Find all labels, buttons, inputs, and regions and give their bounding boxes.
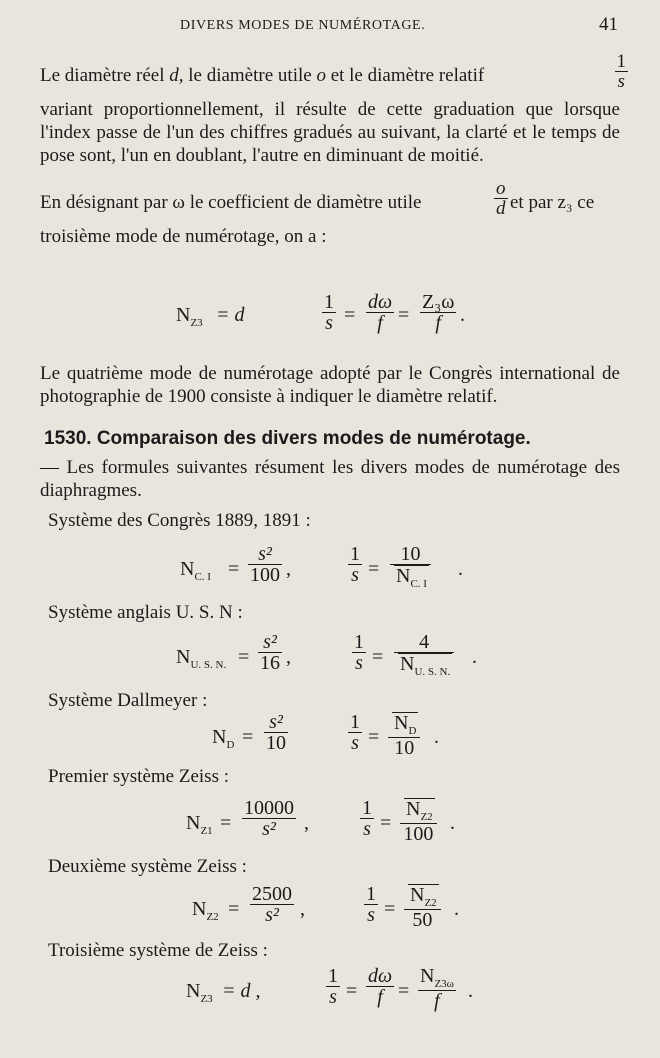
fraction-1-over-s: $\frac{1}{s}$ xyxy=(616,51,626,92)
system-formula: $N_{Z2}$ = $\frac{2500}{\text{s²}}$ , $\frac{1}{s}$ = $\frac{N_{Z2}}{50}$ . xyxy=(192,883,459,931)
system-label: Système anglais U. S. N : xyxy=(48,602,243,623)
system-label: Troisième système de Zeiss : xyxy=(48,940,268,961)
paragraph-3: Le quatrième mode de numérotage adopté par le Congrès international de photographie de 1900 consiste à indiquer le diamètre relatif. xyxy=(40,363,620,407)
system-label: Système des Congrès 1889, 1891 : xyxy=(48,510,311,531)
paragraph-1-rest: variant proportionnellement, il résulte de cette graduation que lorsque l'index passe de l'un des chiffres gradués au suivant, la clarté et le temps de pose sont, l'un en doublant, l'autre en diminuant de moitié. xyxy=(40,99,620,166)
fraction-o-over-d: $\frac{o}{d}$ xyxy=(496,178,506,219)
section-intro: — Les formules suivantes résument les divers modes de numérotage des diaphragmes. xyxy=(40,457,620,501)
intro-text xyxy=(40,50,626,248)
system-formula: $N_{C. I}$ = $\frac{\text{s²}}{100}$ , $\frac{1}{s}$ = $\frac{10}{N_{C. I}}$ . xyxy=(180,543,463,590)
system-label: Deuxième système Zeiss : xyxy=(48,856,247,877)
system-formula: $N_{Z3}$ = d , $\frac{1}{s}$ = $\frac{d\omega}{f}$ = $\frac{N_{Z3\omega}}{f}$ . xyxy=(186,965,473,1012)
page-header xyxy=(0,14,660,40)
system-label: Système Dallmeyer : xyxy=(48,690,208,711)
paragraph-2: En désignant par ω le coefficient de diamètre utile $\frac{o}{d}$ et par z₃ ce xyxy=(40,178,595,219)
section-heading: 1530. Comparaison des divers modes de numérotage. xyxy=(44,428,531,449)
main-formula: $N_{Z3}$ = d $\frac{1}{s}$ = $\frac{d\omega}{f}$ = $\frac{\text{Z₃ω}}{f}$ . xyxy=(176,291,465,334)
running-title: DIVERS MODES DE NUMÉROTAGE. xyxy=(180,18,426,33)
page-number: 41 xyxy=(599,14,618,35)
paragraph-2-rest: troisième mode de numérotage, on a : xyxy=(40,226,327,247)
system-formula: $N_D$ = $\frac{\text{s²}}{10}$ $\frac{1}{s}$ = $\frac{N_D}{10}$ . xyxy=(212,711,439,759)
paragraph-1: Le diamètre réel d, le diamètre utile o et le diamètre relatif $\frac{1}{s}$ xyxy=(40,51,626,92)
system-formula: $N_{Z1}$ = $\frac{10000}{\text{s²}}$ , $\frac{1}{s}$ = $\frac{N_{Z2}}{100}$ . xyxy=(186,797,455,845)
system-formula: $N_{U. S. N.}$ = $\frac{\text{s²}}{16}$ , $\frac{1}{s}$ = $\frac{4}{N_{U. S. N.}}$ . xyxy=(176,631,477,678)
system-label: Premier système Zeiss : xyxy=(48,766,229,787)
